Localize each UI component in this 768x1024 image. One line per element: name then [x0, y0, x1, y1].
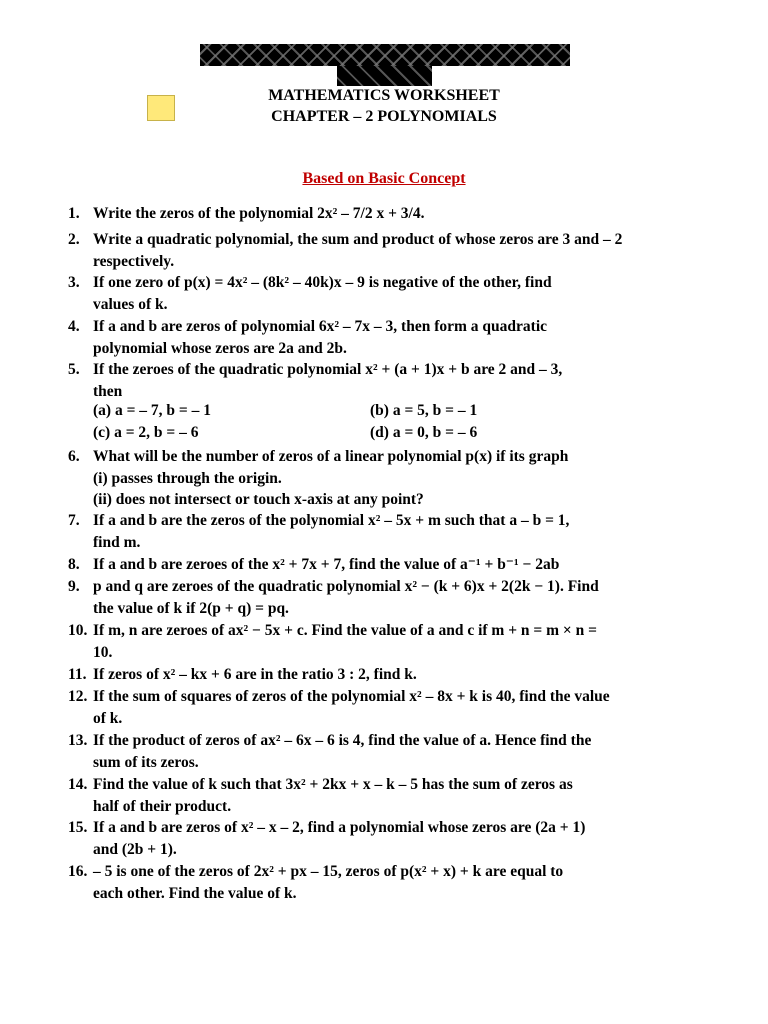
option-5c: (c) a = 2, b = – 6	[93, 424, 199, 441]
worksheet-title: MATHEMATICS WORKSHEET	[268, 87, 500, 104]
question-15: 15. If a and b are zeros of x² – x – 2, find a polynomial whose zeros are (2a + 1) and (2b + 1).	[68, 819, 586, 858]
question-13: 13. If the product of zeros of ax² – 6x – 6 is 4, find the value of a. Hence find the sum of its zeros.	[68, 732, 592, 771]
question-14: 14. Find the value of k such that 3x² + 2kx + x – k – 5 has the sum of zeros as half of their product.	[68, 776, 573, 815]
question-4: 4. If a and b are zeros of polynomial 6x² – 7x – 3, then form a quadratic polynomial whose zeros are 2a and 2b.	[68, 318, 548, 357]
question-9: 9. p and q are zeroes of the quadratic polynomial x² − (k + 6)x + 2(2k − 1). Find the value of k if 2(p + q) = pq.	[68, 578, 599, 617]
question-8: 8. If a and b are zeroes of the x² + 7x + 7, find the value of a⁻¹ + b⁻¹ − 2ab	[68, 556, 560, 573]
section-heading: Based on Basic Concept	[302, 170, 466, 187]
question-5: 5. If the zeroes of the quadratic polynomial x² + (a + 1)x + b are 2 and – 3, then	[68, 361, 563, 400]
option-5a: (a) a = – 7, b = – 1	[93, 402, 211, 419]
chapter-title: CHAPTER – 2 POLYNOMIALS	[271, 108, 497, 125]
option-5d: (d) a = 0, b = – 6	[370, 424, 478, 441]
question-12: 12. If the sum of squares of zeros of the polynomial x² – 8x + k is 40, find the value of k.	[68, 688, 610, 727]
question-16: 16. – 5 is one of the zeros of 2x² + px – 15, zeros of p(x² + x) + k are equal to each other. Find the value of k.	[68, 863, 564, 902]
header-banner	[200, 44, 570, 66]
question-1: 1. Write the zeros of the polynomial 2x² – 7/2 x + 3/4.	[68, 205, 425, 222]
question-10: 10. If m, n are zeroes of ax² − 5x + c. Find the value of a and c if m + n = m × n = 10.	[68, 622, 597, 661]
question-6: 6. What will be the number of zeros of a linear polynomial p(x) if its graph (i) passes through the origin. (ii) does not intersect or touch x-axis at any point?	[68, 448, 569, 508]
question-11: 11. If zeros of x² – kx + 6 are in the ratio 3 : 2, find k.	[68, 666, 417, 683]
header-banner-tab	[337, 66, 432, 86]
question-3: 3. If one zero of p(x) = 4x² – (8k² – 40k)x – 9 is negative of the other, find values of k.	[68, 274, 552, 313]
option-5b: (b) a = 5, b = – 1	[370, 402, 478, 419]
question-7: 7. If a and b are the zeros of the polynomial x² – 5x + m such that a – b = 1, find m.	[68, 512, 570, 551]
question-2: 2. Write a quadratic polynomial, the sum and product of whose zeros are 3 and – 2 respectively.	[68, 231, 623, 270]
